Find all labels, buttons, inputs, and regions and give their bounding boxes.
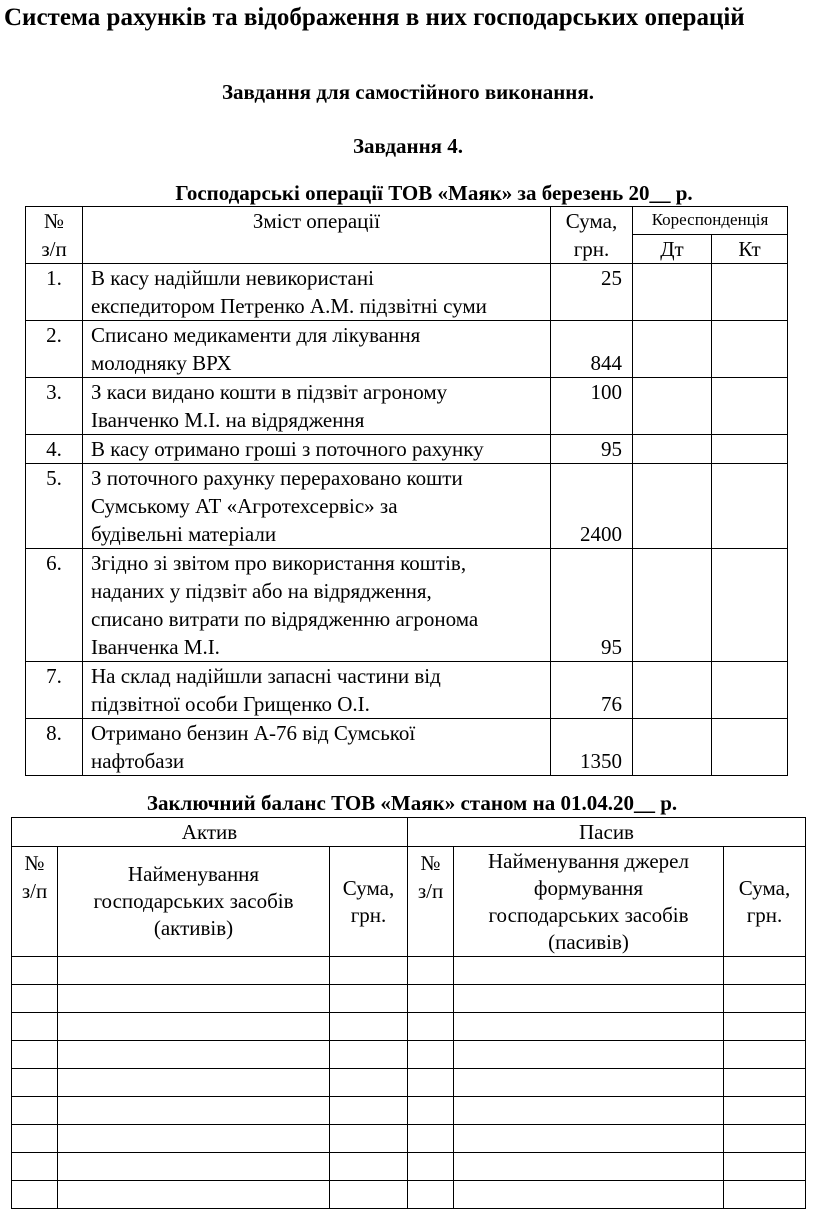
balance-cell[interactable] [58, 1153, 330, 1181]
balance-row [12, 1041, 806, 1069]
header-content: Зміст операції [83, 207, 551, 264]
debit-cell[interactable] [633, 378, 712, 435]
operation-content: З каси видано кошти в підзвіт агроному Іванченко М.І. на відрядження [83, 378, 551, 435]
balance-cell[interactable] [12, 1153, 58, 1181]
balance-row [12, 1013, 806, 1041]
operation-content: Списано медикаменти для лікування молодняку ВРХ [83, 321, 551, 378]
balance-cell[interactable] [408, 1125, 454, 1153]
row-number: 4. [26, 435, 83, 464]
active-sum-header: Сума, грн. [330, 847, 408, 957]
balance-cell[interactable] [330, 957, 408, 985]
balance-cell[interactable] [408, 1097, 454, 1125]
balance-cell[interactable] [12, 1013, 58, 1041]
row-number: 3. [26, 378, 83, 435]
debit-cell[interactable] [633, 321, 712, 378]
header-sum: Сума, грн. [551, 207, 633, 264]
balance-cell[interactable] [724, 1097, 806, 1125]
operation-content: Згідно зі звітом про використання коштів, наданих у підзвіт або на відрядження, списано витрати по відрядженню агронома Іванченка М.І. [83, 549, 551, 662]
credit-cell[interactable] [712, 435, 788, 464]
balance-cell[interactable] [12, 985, 58, 1013]
passive-name-header: Найменування джерел формування господарських засобів (пасивів) [454, 847, 724, 957]
balance-cell[interactable] [724, 1041, 806, 1069]
balance-row [12, 1125, 806, 1153]
header-num: № з/п [26, 207, 83, 264]
credit-cell[interactable] [712, 378, 788, 435]
balance-cell[interactable] [454, 1013, 724, 1041]
debit-cell[interactable] [633, 264, 712, 321]
balance-cell[interactable] [724, 985, 806, 1013]
balance-cell[interactable] [408, 1069, 454, 1097]
balance-cell[interactable] [454, 1041, 724, 1069]
balance-cell[interactable] [330, 985, 408, 1013]
active-num-header: № з/п [12, 847, 58, 957]
balance-cell[interactable] [12, 1125, 58, 1153]
balance-cell[interactable] [408, 957, 454, 985]
table-row [26, 321, 788, 378]
credit-cell[interactable] [712, 549, 788, 662]
table-row [26, 549, 788, 662]
balance-row [12, 1097, 806, 1125]
task-heading: Завдання 4. [352, 134, 464, 158]
header-credit: Кт [712, 235, 788, 264]
row-number: 1. [26, 264, 83, 321]
table-row [26, 464, 788, 549]
credit-cell[interactable] [712, 464, 788, 549]
balance-cell[interactable] [408, 1041, 454, 1069]
table-row [26, 719, 788, 776]
balance-cell[interactable] [330, 1069, 408, 1097]
balance-cell[interactable] [454, 1153, 724, 1181]
balance-title: Заключний баланс ТОВ «Маяк» станом на 01.04.20__ р. [146, 791, 678, 815]
row-number: 6. [26, 549, 83, 662]
debit-cell[interactable] [633, 662, 712, 719]
row-number: 8. [26, 719, 83, 776]
credit-cell[interactable] [712, 662, 788, 719]
balance-cell[interactable] [58, 1041, 330, 1069]
operation-sum: 95 [551, 549, 633, 662]
operation-content: В касу надійшли невикористані експедитором Петренко А.М. підзвітні суми [83, 264, 551, 321]
balance-cell[interactable] [330, 1181, 408, 1209]
balance-cell[interactable] [408, 985, 454, 1013]
balance-cell[interactable] [12, 1181, 58, 1209]
table-row [26, 264, 788, 321]
balance-cell[interactable] [330, 1013, 408, 1041]
balance-cell[interactable] [454, 985, 724, 1013]
balance-row [12, 957, 806, 985]
active-name-header: Найменування господарських засобів (активів) [58, 847, 330, 957]
header-correspondence: Кореспонденція [633, 207, 788, 235]
row-number: 2. [26, 321, 83, 378]
operation-sum: 25 [551, 264, 633, 321]
row-number: 7. [26, 662, 83, 719]
operation-sum: 2400 [551, 464, 633, 549]
table-row [26, 662, 788, 719]
passive-sum-header: Сума, грн. [724, 847, 806, 957]
operation-sum: 844 [551, 321, 633, 378]
subtitle: Завдання для самостійного виконання. [221, 80, 595, 104]
credit-cell[interactable] [712, 719, 788, 776]
balance-cell[interactable] [58, 957, 330, 985]
table-row [26, 378, 788, 435]
passive-header: Пасив [408, 818, 806, 847]
balance-cell[interactable] [330, 1125, 408, 1153]
balance-cell[interactable] [724, 1013, 806, 1041]
balance-cell[interactable] [454, 1097, 724, 1125]
balance-row [12, 1153, 806, 1181]
operation-content: З поточного рахунку перераховано кошти Сумському АТ «Агротехсервіс» за будівельні матеріали [83, 464, 551, 549]
operation-sum: 100 [551, 378, 633, 435]
operation-content: На склад надійшли запасні частини від підзвітної особи Грищенко О.І. [83, 662, 551, 719]
header-debit: Дт [633, 235, 712, 264]
balance-row [12, 1069, 806, 1097]
operations-table [25, 206, 788, 776]
balance-cell[interactable] [454, 1125, 724, 1153]
balance-cell[interactable] [724, 1181, 806, 1209]
balance-cell[interactable] [58, 1097, 330, 1125]
balance-cell[interactable] [408, 1013, 454, 1041]
balance-cell[interactable] [58, 1181, 330, 1209]
balance-cell[interactable] [12, 1069, 58, 1097]
operation-content: Отримано бензин А-76 від Сумської нафтобази [83, 719, 551, 776]
balance-cell[interactable] [58, 985, 330, 1013]
balance-cell[interactable] [408, 1181, 454, 1209]
balance-cell[interactable] [58, 1069, 330, 1097]
debit-cell[interactable] [633, 464, 712, 549]
balance-cell[interactable] [330, 1153, 408, 1181]
balance-cell[interactable] [12, 957, 58, 985]
debit-cell[interactable] [633, 719, 712, 776]
balance-cell[interactable] [454, 957, 724, 985]
debit-cell[interactable] [633, 549, 712, 662]
credit-cell[interactable] [712, 321, 788, 378]
balance-table [11, 817, 806, 1209]
balance-cell[interactable] [724, 1153, 806, 1181]
balance-cell[interactable] [408, 1153, 454, 1181]
balance-cell[interactable] [454, 1069, 724, 1097]
balance-cell[interactable] [12, 1041, 58, 1069]
passive-num-header: № з/п [408, 847, 454, 957]
balance-row [12, 985, 806, 1013]
operation-sum: 1350 [551, 719, 633, 776]
balance-cell[interactable] [58, 1013, 330, 1041]
balance-cell[interactable] [724, 1125, 806, 1153]
row-number: 5. [26, 464, 83, 549]
main-title: Система рахунків та відображення в них господарських операцій [4, 4, 745, 31]
operation-sum: 95 [551, 435, 633, 464]
balance-cell[interactable] [724, 957, 806, 985]
operation-content: В касу отримано гроші з поточного рахунку [83, 435, 551, 464]
operations-title: Господарські операції ТОВ «Маяк» за березень 20__ р. [175, 181, 693, 205]
balance-cell[interactable] [454, 1181, 724, 1209]
debit-cell[interactable] [633, 435, 712, 464]
balance-cell[interactable] [330, 1041, 408, 1069]
credit-cell[interactable] [712, 264, 788, 321]
balance-cell[interactable] [724, 1069, 806, 1097]
balance-cell[interactable] [58, 1125, 330, 1153]
operation-sum: 76 [551, 662, 633, 719]
balance-row [12, 1181, 806, 1209]
active-header: Актив [12, 818, 408, 847]
balance-cell[interactable] [12, 1097, 58, 1125]
table-row [26, 435, 788, 464]
balance-cell[interactable] [330, 1097, 408, 1125]
